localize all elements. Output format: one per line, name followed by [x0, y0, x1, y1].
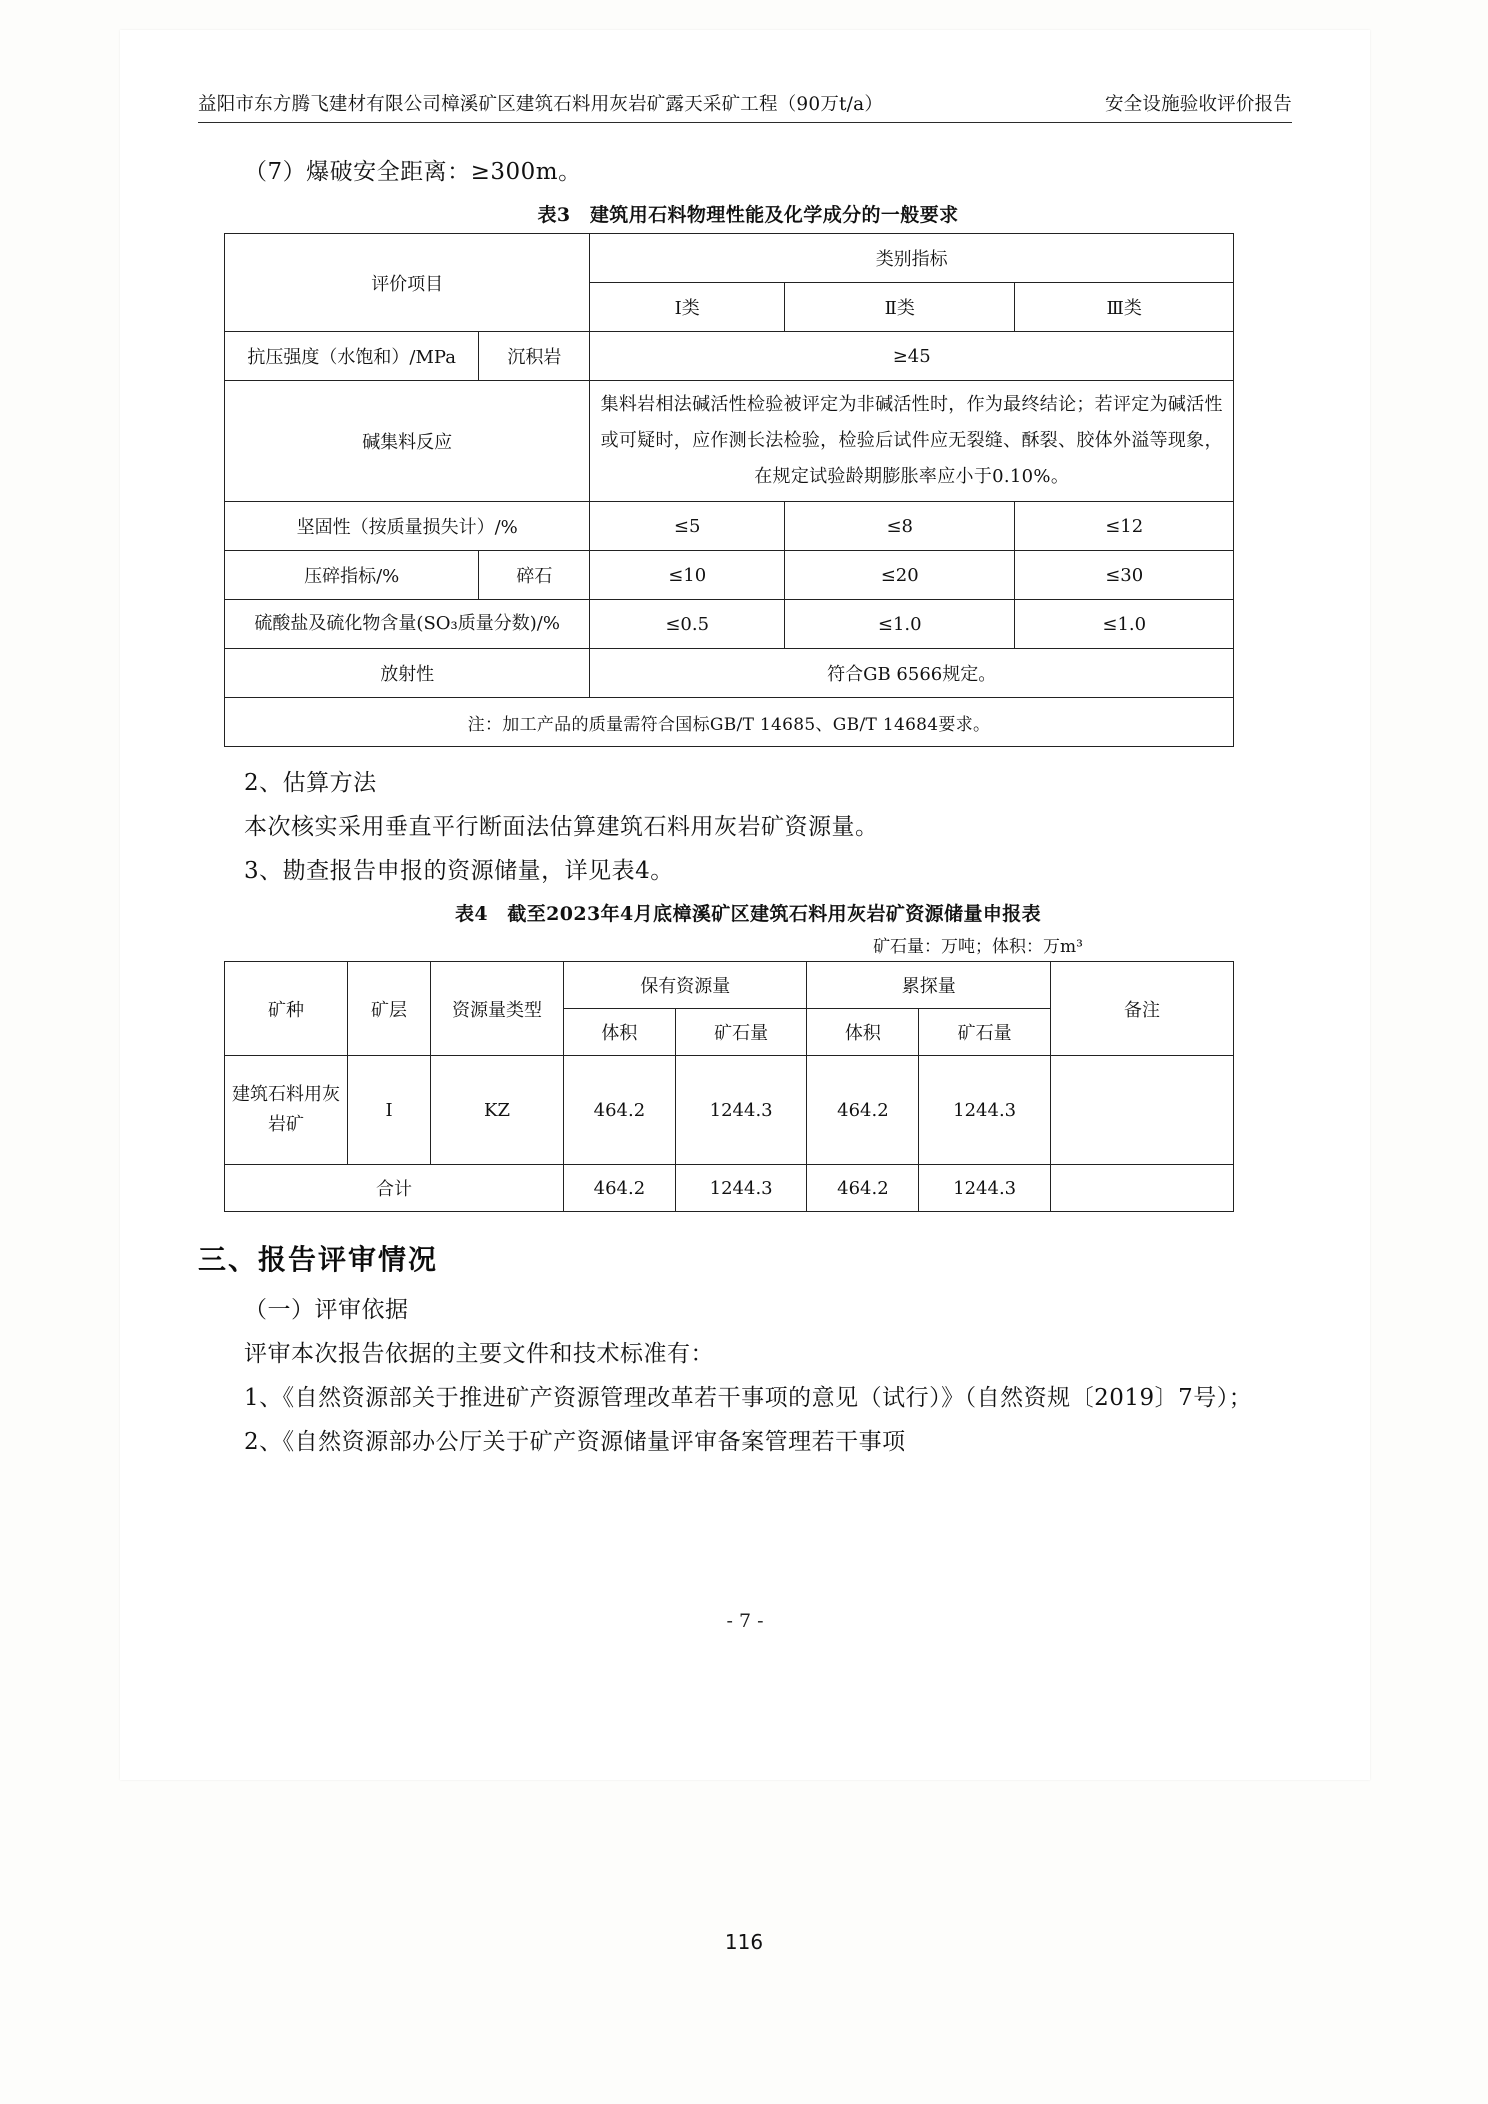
table3-note: 注：加工产品的质量需符合国标GB/T 14685、GB/T 14684要求。: [225, 698, 1234, 747]
table3-row0-sub: 沉积岩: [479, 332, 590, 381]
section-title-3: 三、报告评审情况: [198, 1243, 439, 1276]
table4-row0-reserved-ore: 1244.3: [675, 1056, 807, 1165]
reference-item-1: 1、《自然资源部关于推进矿产资源管理改革若干事项的意见（试行）》（自然资规〔2019〕7号）；: [244, 1385, 1253, 1411]
table3-row2-v3: ≤12: [1015, 502, 1234, 551]
table4-row0-remark: [1051, 1056, 1234, 1165]
header-right-title: 安全设施验收评价报告: [1104, 94, 1292, 115]
report-reserves-title: 3、勘查报告申报的资源储量，详见表4。: [244, 858, 674, 884]
table4-reserves: [224, 961, 1234, 1212]
table3-row1-name: 碱集料反应: [225, 381, 590, 502]
inner-page-number: - 7 -: [726, 1610, 764, 1632]
table-row: [225, 551, 1234, 600]
table-row: [225, 1165, 1234, 1212]
table4-head-cum-ore: 矿石量: [919, 1009, 1051, 1056]
table3-row3-v2: ≤20: [785, 551, 1015, 600]
header-divider: [198, 122, 1292, 123]
subsection-text-1: 评审本次报告依据的主要文件和技术标准有：: [244, 1341, 714, 1367]
subsection-title-1: （一）评审依据: [244, 1297, 409, 1323]
table4-row0-kind: 建筑石料用灰岩矿: [225, 1056, 348, 1165]
estimation-method-text: 本次核实采用垂直平行断面法估算建筑石料用灰岩矿资源量。: [244, 814, 879, 840]
table4-row0-type: KZ: [431, 1056, 564, 1165]
page-header: [120, 90, 1370, 116]
table4-head-remark: 备注: [1051, 962, 1234, 1056]
table3-row0-merged: ≥45: [590, 332, 1234, 381]
table3-class-1: Ⅰ类: [590, 283, 785, 332]
table4-caption: 表4 截至2023年4月底樟溪矿区建筑石料用灰岩矿资源储量申报表: [454, 903, 1042, 925]
item-7-blasting-distance: （7）爆破安全距离：≥300m。: [244, 159, 582, 185]
table4-row0-cum-ore: 1244.3: [919, 1056, 1051, 1165]
table3-row3-v1: ≤10: [590, 551, 785, 600]
table3-stone-requirements: [224, 233, 1234, 747]
table4-row0-reserved-volume: 464.2: [564, 1056, 676, 1165]
table3-row3-name: 压碎指标/%: [225, 551, 479, 600]
page-content: [198, 150, 1298, 1464]
table-row: [225, 649, 1234, 698]
table-row: [225, 381, 1234, 502]
table4-head-layer: 矿层: [348, 962, 431, 1056]
table3-row4-v1: ≤0.5: [590, 600, 785, 649]
table4-total-cum-ore: 1244.3: [919, 1165, 1051, 1212]
table4-unit: 矿石量：万吨；体积：万m³: [873, 937, 1083, 957]
table4-head-reserved-ore: 矿石量: [675, 1009, 807, 1056]
table4-head-kind: 矿种: [225, 962, 348, 1056]
table3-class-3: Ⅲ类: [1015, 283, 1234, 332]
table-row: [225, 962, 1234, 1009]
table-row: [225, 600, 1234, 649]
table4-total-reserved-ore: 1244.3: [675, 1165, 807, 1212]
table-row: [225, 332, 1234, 381]
table-row: [225, 234, 1234, 283]
table3-row2-name: 坚固性（按质量损失计）/%: [225, 502, 590, 551]
table4-row0-layer: Ⅰ: [348, 1056, 431, 1165]
table3-head-group: 类别指标: [590, 234, 1234, 283]
table4-total-remark: [1051, 1165, 1234, 1212]
table3-row2-v2: ≤8: [785, 502, 1015, 551]
table4-total-cum-volume: 464.2: [807, 1165, 919, 1212]
table4-head-cumulative: 累探量: [807, 962, 1051, 1009]
page-sheet: [120, 30, 1370, 1780]
table-row: [225, 502, 1234, 551]
table4-head-type: 资源量类型: [431, 962, 564, 1056]
table4-head-reserved: 保有资源量: [564, 962, 807, 1009]
table3-class-2: Ⅱ类: [785, 283, 1015, 332]
outer-page-number: 116: [724, 1930, 764, 1954]
table4-total-reserved-volume: 464.2: [564, 1165, 676, 1212]
reference-item-2: 2、《自然资源部办公厅关于矿产资源储量评审备案管理若干事项: [244, 1429, 906, 1455]
table4-head-reserved-volume: 体积: [564, 1009, 676, 1056]
table4-row0-cum-volume: 464.2: [807, 1056, 919, 1165]
table3-head-item: 评价项目: [225, 234, 590, 332]
header-left-title: 益阳市东方腾飞建材有限公司樟溪矿区建筑石料用灰岩矿露天采矿工程（90万t/a）: [198, 94, 884, 115]
table3-row2-v1: ≤5: [590, 502, 785, 551]
table3-row1-merged-long: 集料岩相法碱活性检验被评定为非碱活性时，作为最终结论；若评定为碱活性或可疑时，应作测长法检验，检验后试件应无裂缝、酥裂、胶体外溢等现象，在规定试验龄期膨胀率应小于0.10%。: [590, 381, 1234, 502]
table3-row4-v2: ≤1.0: [785, 600, 1015, 649]
table3-row3-v3: ≤30: [1015, 551, 1234, 600]
table3-row5-name: 放射性: [225, 649, 590, 698]
table3-row5-merged: 符合GB 6566规定。: [590, 649, 1234, 698]
table4-head-cum-volume: 体积: [807, 1009, 919, 1056]
table3-row0-name: 抗压强度（水饱和）/MPa: [225, 332, 479, 381]
table3-row3-sub: 碎石: [479, 551, 590, 600]
table3-row4-v3: ≤1.0: [1015, 600, 1234, 649]
table-row: [225, 698, 1234, 747]
table3-row4-name: 硫酸盐及硫化物含量(SO₃质量分数)/%: [225, 600, 590, 649]
estimation-method-title: 2、估算方法: [244, 770, 377, 796]
table3-caption: 表3 建筑用石料物理性能及化学成分的一般要求: [537, 204, 959, 226]
table-row: [225, 1056, 1234, 1165]
table4-total-label: 合计: [225, 1165, 564, 1212]
